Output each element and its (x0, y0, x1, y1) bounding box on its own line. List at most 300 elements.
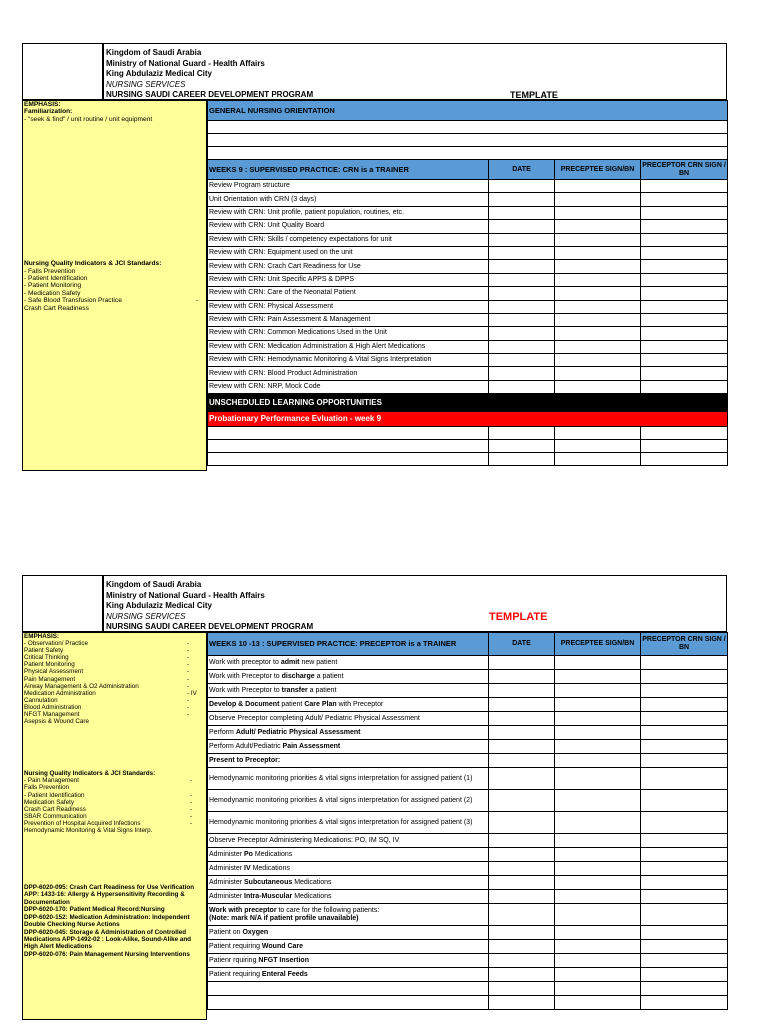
row-task: Unit Orientation with CRN (3 days) (208, 193, 489, 206)
table-row (208, 206, 728, 219)
preceptee-sign-cell[interactable] (555, 180, 641, 193)
preceptor-sign-cell[interactable] (641, 233, 728, 246)
sidebar-item (24, 792, 205, 799)
preceptor-sign-cell[interactable] (641, 754, 728, 768)
date-cell[interactable] (489, 876, 555, 890)
row-task: Patient on Oxygen (208, 926, 489, 940)
header-line4: NURSING SERVICES (106, 79, 186, 89)
preceptor-sign-cell[interactable] (641, 982, 728, 996)
preceptor-sign-cell[interactable] (641, 246, 728, 259)
preceptee-sign-cell[interactable] (555, 273, 641, 286)
date-cell[interactable] (489, 453, 555, 466)
sidebar-dash: - (190, 805, 193, 813)
preceptor-sign-cell[interactable] (641, 656, 728, 670)
date-cell[interactable] (489, 768, 555, 790)
row-task: Work with preceptor to admit new patient (208, 656, 489, 670)
preceptee-sign-cell[interactable] (555, 313, 641, 326)
date-cell[interactable] (489, 740, 555, 754)
date-cell[interactable] (489, 790, 555, 812)
sidebar-dpp-item: DPP-6020-095: Crash Cart Readiness for Use Verification (24, 884, 195, 892)
preceptor-sign-cell[interactable] (641, 834, 728, 848)
table-row (208, 233, 728, 246)
header-line1: Kingdom of Saudi Arabia (106, 48, 202, 57)
sidebar-item (24, 647, 205, 654)
sidebar-dpp-item: DPP-6020-076: Pain Management Nursing Interventions (24, 950, 190, 958)
preceptor-sign-cell[interactable] (641, 862, 728, 876)
sidebar-item-text: Crash Cart Readiness (24, 805, 86, 813)
date-cell[interactable] (489, 260, 555, 273)
preceptor-sign-cell[interactable] (641, 726, 728, 740)
row-task: Review Program structure (208, 180, 489, 193)
preceptee-sign-cell[interactable] (555, 427, 641, 440)
table-row (208, 890, 728, 904)
preceptee-sign-cell[interactable] (555, 968, 641, 982)
header-line3: King Abdulaziz Medical City (106, 69, 212, 78)
row-task: Work with Preceptor to transfer a patient (208, 684, 489, 698)
row-task: Review with CRN: Care of the Neonatal Patient (208, 287, 489, 300)
sidebar-item: - Patient Monitoring (24, 282, 82, 290)
preceptor-sign-cell[interactable] (641, 453, 728, 466)
preceptee-sign-cell[interactable] (555, 233, 641, 246)
table-row (208, 300, 728, 313)
sidebar-dash: - (196, 297, 199, 305)
preceptor-sign-cell[interactable] (641, 904, 728, 926)
sidebar-item (24, 813, 205, 820)
sidebar-dpp-item: DPP-6020-152: Medication Administration: Independent Double Checking Nurse Actions (24, 913, 190, 929)
page1-sidebar (22, 100, 207, 471)
column-preceptee-header: PRECEPTEE SIGN/BN (555, 633, 641, 656)
date-cell[interactable] (489, 246, 555, 259)
preceptor-sign-cell[interactable] (641, 890, 728, 904)
table-row (208, 904, 728, 926)
sidebar-item (24, 654, 205, 661)
sidebar-nqi-title: Nursing Quality Indicators & JCI Standards: (24, 260, 162, 268)
preceptee-sign-cell[interactable] (555, 790, 641, 812)
preceptor-sign-cell[interactable] (641, 926, 728, 940)
row-task: Present to Preceptor: (208, 754, 489, 768)
date-cell[interactable] (489, 954, 555, 968)
sidebar-item-text: - Safe Blood Transfusion Practice (24, 297, 122, 305)
row-task: Work with Preceptor to discharge a patient (208, 670, 489, 684)
table-row (208, 313, 728, 326)
table-row (208, 996, 728, 1010)
sidebar-item (24, 297, 205, 304)
row-task: Hemodynamic monitoring priorities & vital signs interpretation for assigned patient (2) (208, 790, 489, 812)
header-line5: NURSING SAUDI CAREER DEVELOPMENT PROGRAM (106, 90, 314, 99)
date-cell[interactable] (489, 684, 555, 698)
preceptor-sign-cell[interactable] (641, 260, 728, 273)
sidebar-item-text: SBAR Communication (24, 812, 87, 820)
table-row (208, 812, 728, 834)
preceptee-sign-cell[interactable] (555, 812, 641, 834)
row-task: Review with CRN: Unit Quality Board (208, 220, 489, 233)
header-line2: Ministry of National Guard - Health Affairs (106, 590, 265, 600)
row-task: Administer Po Medications (208, 848, 489, 862)
sidebar-item-text: Airway Management & O2 Administration (24, 682, 139, 690)
table-row (208, 790, 728, 812)
preceptee-sign-cell[interactable] (555, 354, 641, 367)
date-cell[interactable] (489, 890, 555, 904)
row-task: Review with CRN: Unit profile, patient population, routines, etc. (208, 206, 489, 219)
preceptee-sign-cell[interactable] (555, 740, 641, 754)
preceptor-sign-cell[interactable] (641, 848, 728, 862)
table-row (208, 754, 728, 768)
sidebar-item-text: - Observation/ Practice (24, 640, 89, 648)
date-cell[interactable] (489, 313, 555, 326)
orientation-title: GENERAL NURSING ORIENTATION (208, 101, 728, 121)
preceptor-sign-cell[interactable] (641, 380, 728, 393)
preceptee-sign-cell[interactable] (555, 220, 641, 233)
table-row (208, 982, 728, 996)
date-cell[interactable] (489, 380, 555, 393)
sidebar-item (24, 784, 205, 791)
sidebar-item (24, 683, 205, 690)
preceptee-sign-cell[interactable] (555, 698, 641, 712)
preceptee-sign-cell[interactable] (555, 726, 641, 740)
sidebar-item: - Medication Safety (24, 289, 81, 297)
column-week-header: WEEKS 10 -13 : SUPERVISED PRACTICE: PRECEPTOR is a TRAINER (208, 633, 489, 656)
date-cell[interactable] (489, 862, 555, 876)
table-row (208, 712, 728, 726)
preceptee-sign-cell[interactable] (555, 890, 641, 904)
sidebar-familiarization: Familiarization: (24, 108, 73, 116)
sidebar-item-text: Prevention of Hospital Acquired Infections (24, 819, 141, 827)
row-task: Review with CRN: Equipment used on the unit (208, 246, 489, 259)
preceptor-sign-cell[interactable] (641, 740, 728, 754)
sidebar-dash: - (187, 654, 190, 662)
date-cell[interactable] (489, 340, 555, 353)
preceptee-sign-cell[interactable] (555, 440, 641, 453)
header-line2: Ministry of National Guard - Health Affairs (106, 58, 265, 68)
page1-table (207, 100, 728, 466)
sidebar-dash: - (190, 777, 193, 785)
page2-header (106, 580, 546, 633)
preceptee-sign-cell[interactable] (555, 848, 641, 862)
preceptor-sign-cell[interactable] (641, 220, 728, 233)
date-cell[interactable] (489, 968, 555, 982)
table-row (208, 656, 728, 670)
sidebar-dash: - IV (187, 689, 197, 697)
date-cell[interactable] (489, 427, 555, 440)
preceptee-sign-cell[interactable] (555, 453, 641, 466)
preceptor-sign-cell[interactable] (641, 327, 728, 340)
row-task: Review with CRN: Medication Administration & High Alert Medications (208, 340, 489, 353)
preceptee-sign-cell[interactable] (555, 206, 641, 219)
row-task: Observe Preceptor Administering Medications: PO, IM SQ, IV (208, 834, 489, 848)
sidebar-dpp-list (24, 884, 205, 958)
sidebar-dash: - (190, 791, 193, 799)
sidebar-dash: - (187, 696, 190, 704)
sidebar-dash: - (187, 703, 190, 711)
table-row (208, 220, 728, 233)
table-row (208, 340, 728, 353)
date-cell[interactable] (489, 656, 555, 670)
table-row (208, 246, 728, 259)
sidebar-item-text: Medication Safety (24, 798, 75, 806)
date-cell[interactable] (489, 726, 555, 740)
row-task: Patienr rquiring NFGT Insertion (208, 954, 489, 968)
unscheduled-title: UNSCHEDULED LEARNING OPPORTUNITIES (208, 394, 728, 412)
preceptee-sign-cell[interactable] (555, 996, 641, 1010)
row-task: Review with CRN: Physical Assessment (208, 300, 489, 313)
preceptor-sign-cell[interactable] (641, 940, 728, 954)
sidebar-item-text: Patient Safety (24, 647, 64, 655)
row-task: Observe Preceptor completing Adult/ Pediatric Physical Assessment (208, 712, 489, 726)
table-row (208, 954, 728, 968)
sidebar-item (24, 827, 205, 834)
sidebar-item-text: Physical Assessment (24, 668, 84, 676)
sidebar-dash: - (190, 798, 193, 806)
sidebar-dash: - (187, 661, 190, 669)
date-cell[interactable] (489, 354, 555, 367)
preceptee-sign-cell[interactable] (555, 940, 641, 954)
table-row (208, 768, 728, 790)
preceptee-sign-cell[interactable] (555, 246, 641, 259)
page1-template-label: TEMPLATE (510, 90, 558, 100)
header-line5: NURSING SAUDI CAREER DEVELOPMENT PROGRAM (106, 622, 314, 631)
preceptor-sign-cell[interactable] (641, 996, 728, 1010)
preceptor-sign-cell[interactable] (641, 812, 728, 834)
page2-logo-box (22, 575, 103, 632)
table-row (208, 453, 728, 466)
preceptee-sign-cell[interactable] (555, 684, 641, 698)
sidebar-item (24, 799, 205, 806)
sidebar-item-text: Pain Management (24, 675, 76, 683)
preceptee-sign-cell[interactable] (555, 300, 641, 313)
table-row (208, 367, 728, 380)
date-cell[interactable] (489, 273, 555, 286)
date-cell[interactable] (489, 300, 555, 313)
sidebar-item-text: Blood Administration (24, 703, 82, 711)
sidebar-dpp-item: DPP-6020-045: Storage & Administration of Controlled Medications APP-1492-02 : Look-Alike, Sound-Alike and High Alert Medications (24, 928, 192, 951)
preceptor-sign-cell[interactable] (641, 790, 728, 812)
sidebar-dash: - (187, 682, 190, 690)
column-date-header: DATE (489, 160, 555, 180)
table-row (208, 968, 728, 982)
row-task: Review with CRN: Skills / competency expectations for unit (208, 233, 489, 246)
date-cell[interactable] (489, 367, 555, 380)
date-cell[interactable] (489, 926, 555, 940)
preceptor-sign-cell[interactable] (641, 193, 728, 206)
preceptee-sign-cell[interactable] (555, 340, 641, 353)
preceptee-sign-cell[interactable] (555, 670, 641, 684)
row-task: Review with CRN: Crach Cart Readiness for Use (208, 260, 489, 273)
date-cell[interactable] (489, 233, 555, 246)
preceptor-sign-cell[interactable] (641, 273, 728, 286)
sidebar-emphasis-list (24, 640, 205, 725)
date-cell[interactable] (489, 940, 555, 954)
sidebar-seek: - "seek & find" / unit routine / unit equipment (24, 115, 153, 123)
table-row (208, 287, 728, 300)
row-task: Administer Intra-Muscular Medications (208, 890, 489, 904)
preceptee-sign-cell[interactable] (555, 982, 641, 996)
sidebar-dpp-item: APP: 1433-16: Allergy & Hypersensitivity Recording & Documentation (24, 891, 185, 906)
sidebar-item: Crash Cart Readiness (24, 304, 89, 312)
date-cell[interactable] (489, 848, 555, 862)
sidebar-item-text: Patient Monitoring (24, 661, 75, 669)
sidebar-item (24, 640, 205, 647)
preceptee-sign-cell[interactable] (555, 834, 641, 848)
row-task: Patient requiring Enteral Feeds (208, 968, 489, 982)
date-cell[interactable] (489, 904, 555, 926)
sidebar-nqi-title: Nursing Quality Indicators & JCI Standards: (24, 770, 156, 778)
preceptee-sign-cell[interactable] (555, 260, 641, 273)
preceptee-sign-cell[interactable] (555, 862, 641, 876)
preceptor-sign-cell[interactable] (641, 712, 728, 726)
preceptee-sign-cell[interactable] (555, 193, 641, 206)
date-cell[interactable] (489, 834, 555, 848)
sidebar-item (24, 704, 205, 711)
table-row (208, 926, 728, 940)
date-cell[interactable] (489, 287, 555, 300)
preceptee-sign-cell[interactable] (555, 768, 641, 790)
preceptee-sign-cell[interactable] (555, 380, 641, 393)
sidebar-item (24, 661, 205, 668)
preceptee-sign-cell[interactable] (555, 926, 641, 940)
table-row (208, 684, 728, 698)
preceptor-sign-cell[interactable] (641, 313, 728, 326)
sidebar-item (24, 697, 205, 704)
table-row (208, 834, 728, 848)
sidebar-item-text: - Patient Identification (24, 791, 85, 799)
date-cell[interactable] (489, 812, 555, 834)
table-row (208, 354, 728, 367)
table-row (208, 848, 728, 862)
sidebar-nqi-list (24, 777, 205, 834)
sidebar-item-text: Medication Administration (24, 689, 96, 697)
table-row (208, 180, 728, 193)
row-task: Administer Subcutaneous Medications (208, 876, 489, 890)
preceptor-sign-cell[interactable] (641, 440, 728, 453)
sidebar-dash: - (190, 819, 193, 827)
row-task: Review with CRN: Blood Product Administration (208, 367, 489, 380)
sidebar-item-text: Falls Prevention (24, 784, 70, 792)
page1-logo-box (22, 43, 103, 100)
table-row (208, 380, 728, 393)
table-row (208, 670, 728, 684)
preceptee-sign-cell[interactable] (555, 367, 641, 380)
table-row (208, 273, 728, 286)
table-row (208, 260, 728, 273)
date-cell[interactable] (489, 670, 555, 684)
preceptor-sign-cell[interactable] (641, 367, 728, 380)
preceptor-sign-cell[interactable] (641, 180, 728, 193)
preceptor-sign-cell[interactable] (641, 300, 728, 313)
date-cell[interactable] (489, 698, 555, 712)
preceptor-sign-cell[interactable] (641, 287, 728, 300)
row-task: Perform Adult/Pediatric Pain Assessment (208, 740, 489, 754)
date-cell[interactable] (489, 712, 555, 726)
column-preceptor-header: PRECEPTOR CRN SIGN / BN (641, 633, 728, 656)
sidebar-dash: - (187, 675, 190, 683)
preceptee-sign-cell[interactable] (555, 287, 641, 300)
preceptor-sign-cell[interactable] (641, 876, 728, 890)
row-task: Hemodynamic monitoring priorities & vital signs interpretation for assigned patient (1) (208, 768, 489, 790)
header-line4: NURSING SERVICES (106, 611, 186, 621)
preceptee-sign-cell[interactable] (555, 754, 641, 768)
column-preceptee-header: PRECEPTEE SIGN/BN (555, 160, 641, 180)
row-task: Patient requiring Wound Care (208, 940, 489, 954)
column-preceptor-header: PRECEPTOR CRN SIGN / BN (641, 160, 728, 180)
preceptor-sign-cell[interactable] (641, 684, 728, 698)
preceptor-sign-cell[interactable] (641, 206, 728, 219)
preceptor-sign-cell[interactable] (641, 354, 728, 367)
preceptor-sign-cell[interactable] (641, 698, 728, 712)
date-cell[interactable] (489, 220, 555, 233)
column-date-header: DATE (489, 633, 555, 656)
page2-template-label: TEMPLATE (489, 611, 548, 623)
table-row (208, 327, 728, 340)
preceptor-sign-cell[interactable] (641, 427, 728, 440)
preceptor-sign-cell[interactable] (641, 670, 728, 684)
row-task: Hemodynamic monitoring priorities & vital signs interpretation for assigned patient (3) (208, 812, 489, 834)
sidebar-item-text: Critical Thinking (24, 654, 69, 662)
row-task: Review with CRN: Unit Specific APPS & DPPS (208, 273, 489, 286)
sidebar-emphasis: EMPHASIS: (24, 633, 59, 640)
date-cell[interactable] (489, 180, 555, 193)
sidebar-item-text: - Pain Management (24, 777, 79, 785)
table-row (208, 440, 728, 453)
row-task: Work with preceptor to care for the following patients: (Note: mark N/A if patient profile unavailable) (208, 904, 489, 926)
sidebar-item (24, 676, 205, 683)
row-task: Review with CRN: Common Medications Used in the Unit (208, 327, 489, 340)
sidebar-item (24, 820, 205, 827)
sidebar-dash: - (187, 668, 190, 676)
sidebar-dash: - (187, 647, 190, 655)
table-row (208, 862, 728, 876)
table-row (208, 940, 728, 954)
date-cell[interactable] (489, 754, 555, 768)
sidebar-emphasis: EMPHASIS: (24, 101, 61, 108)
row-task: Review with CRN: NRP, Mock Code (208, 380, 489, 393)
table-row (208, 427, 728, 440)
date-cell[interactable] (489, 996, 555, 1010)
sidebar-item-text: Hemodynamic Monitoring & Vital Signs Interp. (24, 826, 153, 834)
preceptee-sign-cell[interactable] (555, 904, 641, 926)
row-task: Review with CRN: Hemodynamic Monitoring & Vital Signs Interpretation (208, 354, 489, 367)
page2-table (207, 632, 728, 1010)
preceptor-sign-cell[interactable] (641, 954, 728, 968)
date-cell[interactable] (489, 193, 555, 206)
sidebar-dash: - (190, 812, 193, 820)
row-task (208, 982, 489, 996)
row-task: Perform Adult/ Pediatric Physical Assessment (208, 726, 489, 740)
preceptee-sign-cell[interactable] (555, 656, 641, 670)
probationary-title: Probationary Performance Evluation - week 9 (208, 412, 728, 427)
preceptee-sign-cell[interactable] (555, 876, 641, 890)
preceptor-sign-cell[interactable] (641, 968, 728, 982)
date-cell[interactable] (489, 440, 555, 453)
sidebar-item: - Falls Prevention (24, 267, 76, 275)
sidebar-item (24, 718, 205, 725)
sidebar-item: - Patient Identification (24, 275, 88, 283)
preceptee-sign-cell[interactable] (555, 954, 641, 968)
sidebar-item (24, 711, 205, 718)
preceptor-sign-cell[interactable] (641, 340, 728, 353)
table-row (208, 740, 728, 754)
preceptee-sign-cell[interactable] (555, 327, 641, 340)
sidebar-dash: - (187, 711, 190, 719)
date-cell[interactable] (489, 206, 555, 219)
date-cell[interactable] (489, 982, 555, 996)
sidebar-item-text: NFGT Management (24, 711, 80, 719)
preceptor-sign-cell[interactable] (641, 768, 728, 790)
date-cell[interactable] (489, 327, 555, 340)
sidebar-item-text: Cannulation (24, 696, 58, 704)
preceptee-sign-cell[interactable] (555, 712, 641, 726)
column-week-header: WEEKS 9 : SUPERVISED PRACTICE: CRN is a TRAINER (208, 160, 489, 180)
sidebar-item (24, 668, 205, 675)
